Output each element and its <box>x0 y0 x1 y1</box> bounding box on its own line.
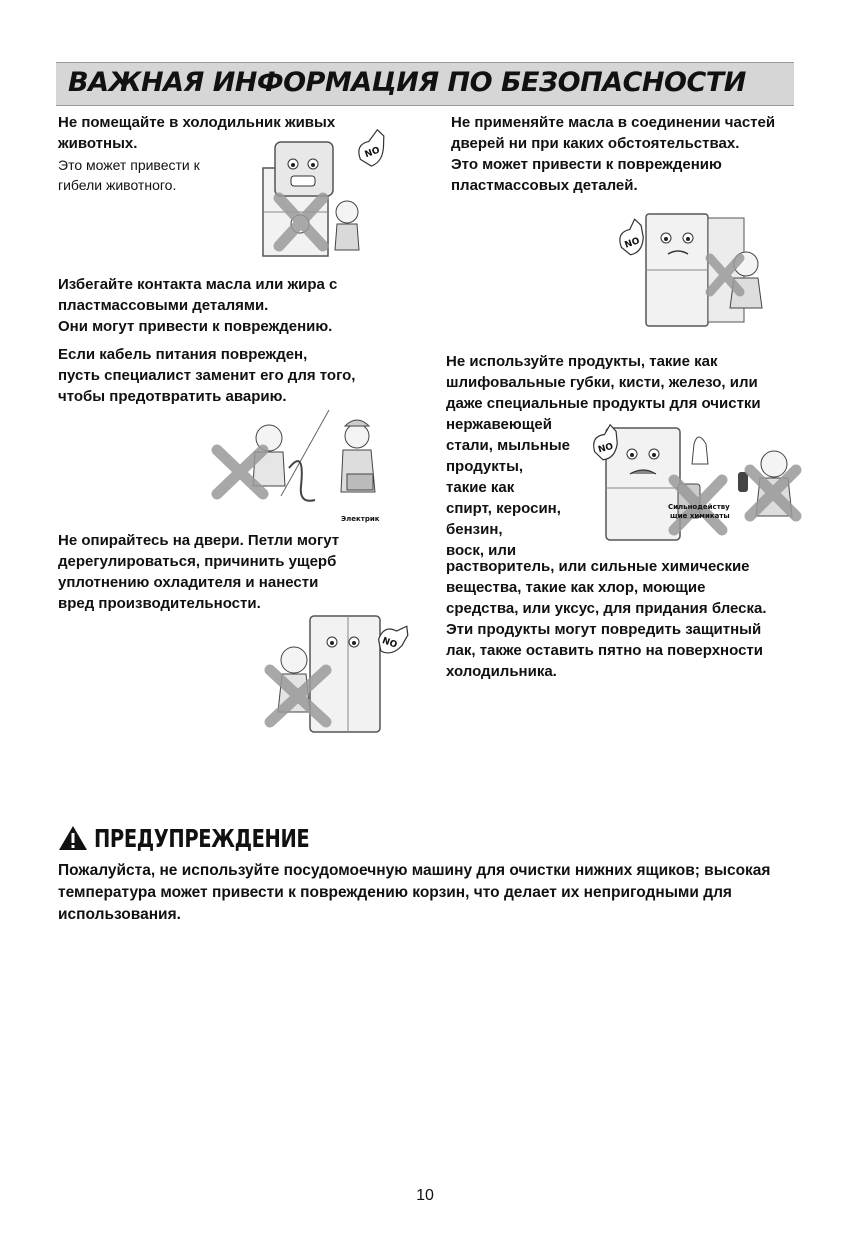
animals-warning: Не помещайте в холодильник живых животных. <box>58 114 336 152</box>
no-sign: NO <box>623 236 642 251</box>
electrician-caption: Электрик <box>341 515 380 523</box>
cable-warning: Если кабель питания поврежден, пусть специалист заменит его для того, чтобы предотвратить аварию. <box>58 346 356 405</box>
no-sign: NO <box>363 145 382 161</box>
no-sign: NO <box>380 636 399 651</box>
products-warning-top: Не используйте продукты, такие как шлифовальные губки, кисти, железо, или даже специальные продукты для очистки <box>446 353 761 412</box>
oil-hinge-illustration <box>592 208 777 330</box>
chem-caption-2: щие химикаты <box>670 512 730 520</box>
oil-warning: Не применяйте масла в соединении частей дверей ни при каких обстоятельствах. Это может привести к повреждению пластмассовых деталей. <box>451 114 776 194</box>
page-number: 10 <box>416 1187 434 1204</box>
page-title: ВАЖНАЯ ИНФОРМАЦИЯ ПО БЕЗОПАСНОСТИ <box>68 67 746 98</box>
animals-note: Это может привести к гибели животного. <box>58 157 200 193</box>
products-warning-narrow: нержавеющей стали, мыльные продукты, такие как спирт, керосин, бензин, воск, или <box>446 416 570 559</box>
warning-heading <box>58 820 370 856</box>
doors-warning: Не опирайтесь на двери. Петли могут дерегулироваться, причинить ущерб уплотнению охладителя и нанести вред производительности. <box>58 532 340 612</box>
electrician-illustration <box>205 408 385 528</box>
warning-triangle-icon <box>58 825 88 851</box>
chem-caption-1: Сильнодейству <box>668 503 730 511</box>
warning-text: Пожалуйста, не используйте посудомоечную машину для очистки нижних ящиков; высокая температура может привести к повреждению корзин, что делает их непригодными для использования. <box>58 862 771 923</box>
grease-warning: Избегайте контакта масла или жира с пластмассовыми деталями. Они могут привести к повреждению. <box>58 276 338 335</box>
no-sign: NO <box>597 441 615 456</box>
chemicals-illustration <box>578 420 800 545</box>
fridge-with-pet-illustration <box>255 128 395 263</box>
child-on-door-illustration <box>258 612 408 737</box>
section-header <box>56 62 794 106</box>
products-warning-bottom: растворитель, или сильные химические вещества, такие как хлор, моющие средства, или уксус, для придания блеска. Эти продукты могут повредить защитный лак, также оставить пятно на поверхности холодильника. <box>446 558 767 680</box>
warning-title: ПРЕДУПРЕЖДЕНИЕ <box>94 823 310 853</box>
